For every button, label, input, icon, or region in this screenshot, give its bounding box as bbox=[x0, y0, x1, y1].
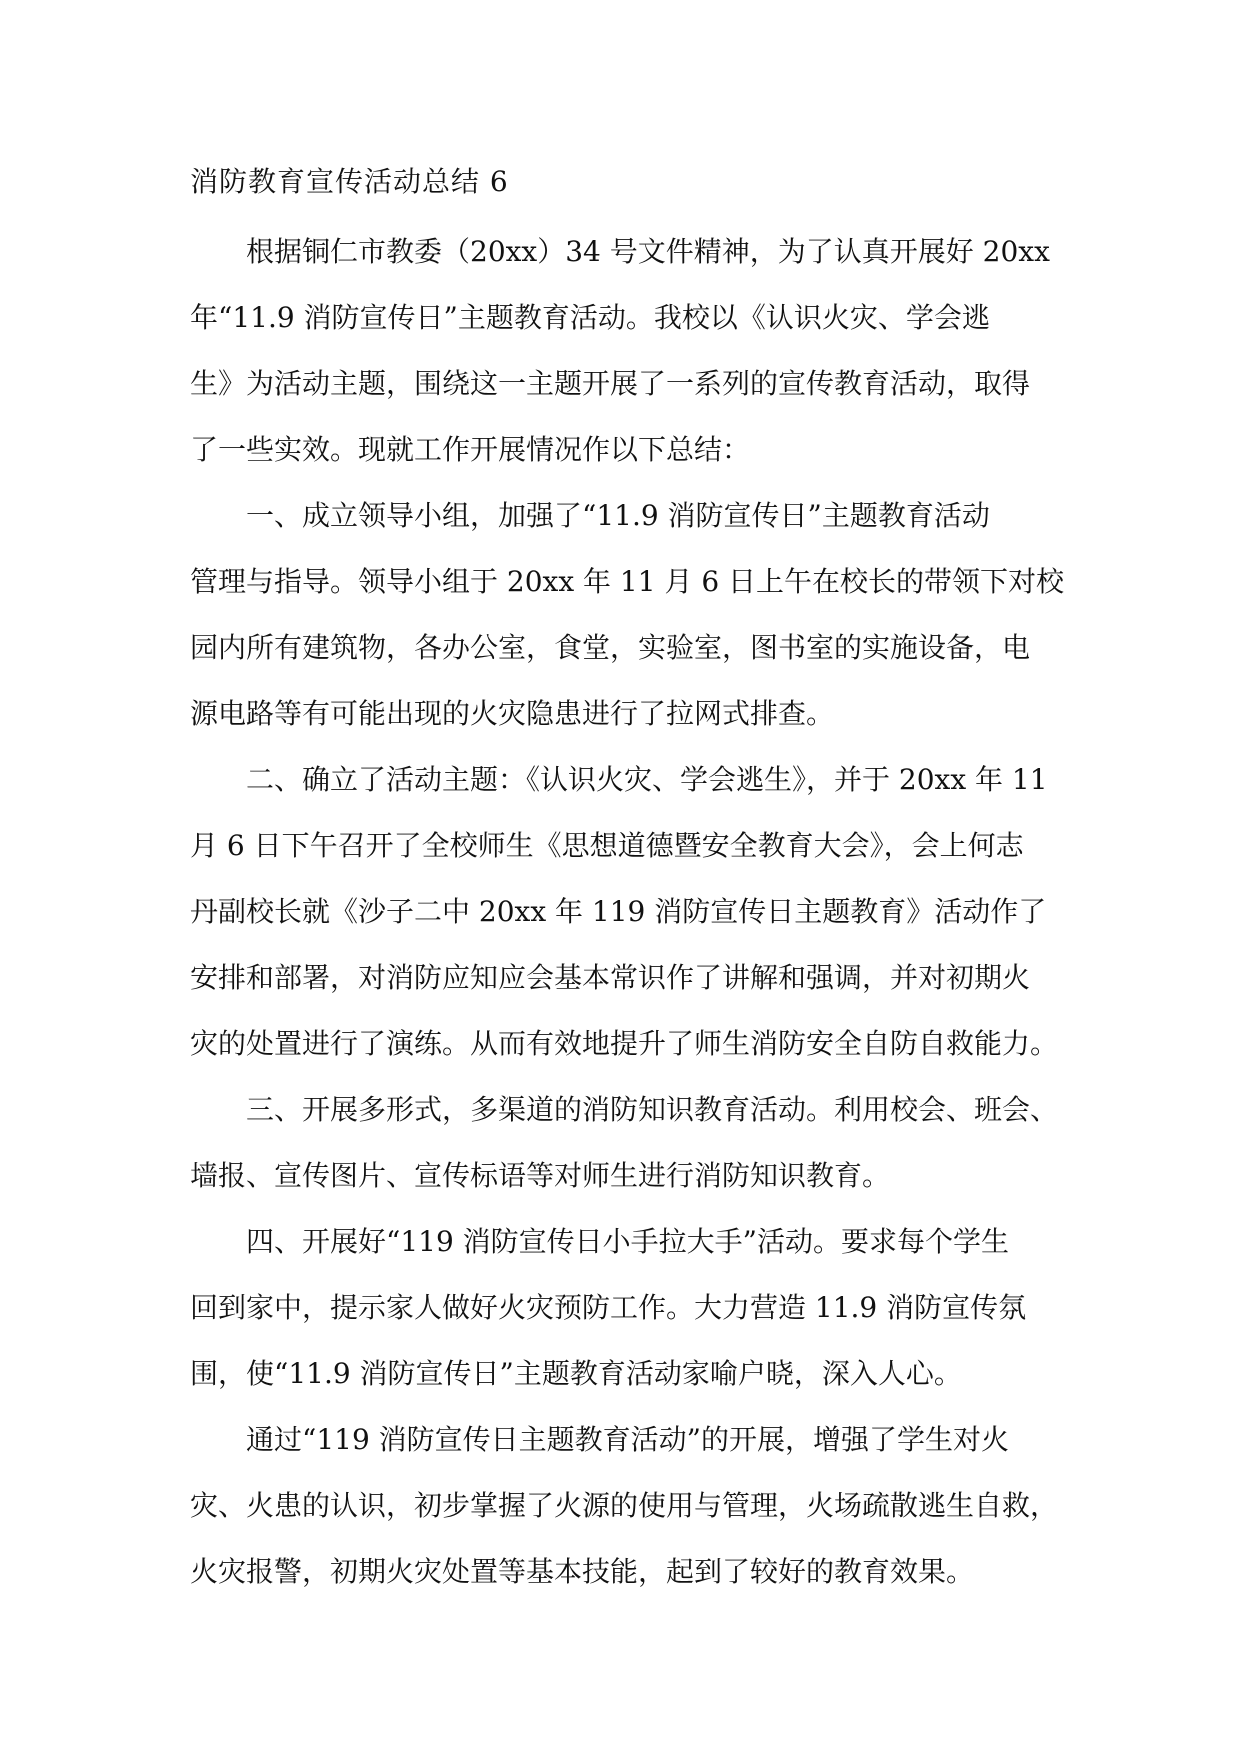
paragraph-3-line-5: 灾的处置进行了演练。从而有效地提升了师生消防安全自防自救能力。 bbox=[190, 1027, 1059, 1060]
paragraph-5-line-3: 围，使“11.9 消防宣传日”主题教育活动家喻户晓，深入人心。 bbox=[190, 1357, 962, 1390]
paragraph-6-line-2: 灾、火患的认识，初步掌握了火源的使用与管理，火场疏散逃生自救， bbox=[190, 1489, 1059, 1522]
paragraph-4-line-1: 三、开展多形式，多渠道的消防知识教育活动。利用校会、班会、 bbox=[246, 1093, 1059, 1126]
paragraph-1-line-1: 根据铜仁市教委（20xx）34 号文件精神，为了认真开展好 20xx bbox=[246, 235, 1050, 268]
document-title: 消防教育宣传活动总结 6 bbox=[190, 165, 509, 198]
paragraph-3-line-2: 月 6 日下午召开了全校师生《思想道德暨安全教育大会》，会上何志 bbox=[190, 829, 1024, 862]
paragraph-1-line-3: 生》为活动主题，围绕这一主题开展了一系列的宣传教育活动，取得 bbox=[190, 367, 1031, 400]
paragraph-2-line-2: 管理与指导。领导小组于 20xx 年 11 月 6 日上午在校长的带领下对校 bbox=[190, 565, 1065, 598]
paragraph-4-line-2: 墙报、宣传图片、宣传标语等对师生进行消防知识教育。 bbox=[190, 1159, 891, 1192]
paragraph-2-line-1: 一、成立领导小组，加强了“11.9 消防宣传日”主题教育活动 bbox=[246, 499, 990, 532]
paragraph-2-line-4: 源电路等有可能出现的火灾隐患进行了拉网式排查。 bbox=[190, 697, 835, 730]
paragraph-5-line-2: 回到家中，提示家人做好火灾预防工作。大力营造 11.9 消防宣传氛 bbox=[190, 1291, 1027, 1324]
paragraph-3-line-3: 丹副校长就《沙子二中 20xx 年 119 消防宣传日主题教育》活动作了 bbox=[190, 895, 1047, 928]
paragraph-2-line-3: 园内所有建筑物，各办公室，食堂，实验室，图书室的实施设备，电 bbox=[190, 631, 1031, 664]
paragraph-5-line-1: 四、开展好“119 消防宣传日小手拉大手”活动。要求每个学生 bbox=[246, 1225, 1009, 1258]
paragraph-6-line-1: 通过“119 消防宣传日主题教育活动”的开展，增强了学生对火 bbox=[246, 1423, 1009, 1456]
paragraph-6-line-3: 火灾报警，初期火灾处置等基本技能，起到了较好的教育效果。 bbox=[190, 1555, 975, 1588]
paragraph-3-line-1: 二、确立了活动主题：《认识火灾、学会逃生》，并于 20xx 年 11 bbox=[246, 763, 1048, 796]
paragraph-3-line-4: 安排和部署，对消防应知应会基本常识作了讲解和强调，并对初期火 bbox=[190, 961, 1031, 994]
paragraph-1-line-4: 了一些实效。现就工作开展情况作以下总结： bbox=[190, 433, 751, 466]
paragraph-1-line-2: 年“11.9 消防宣传日”主题教育活动。我校以《认识火灾、学会逃 bbox=[190, 301, 990, 334]
